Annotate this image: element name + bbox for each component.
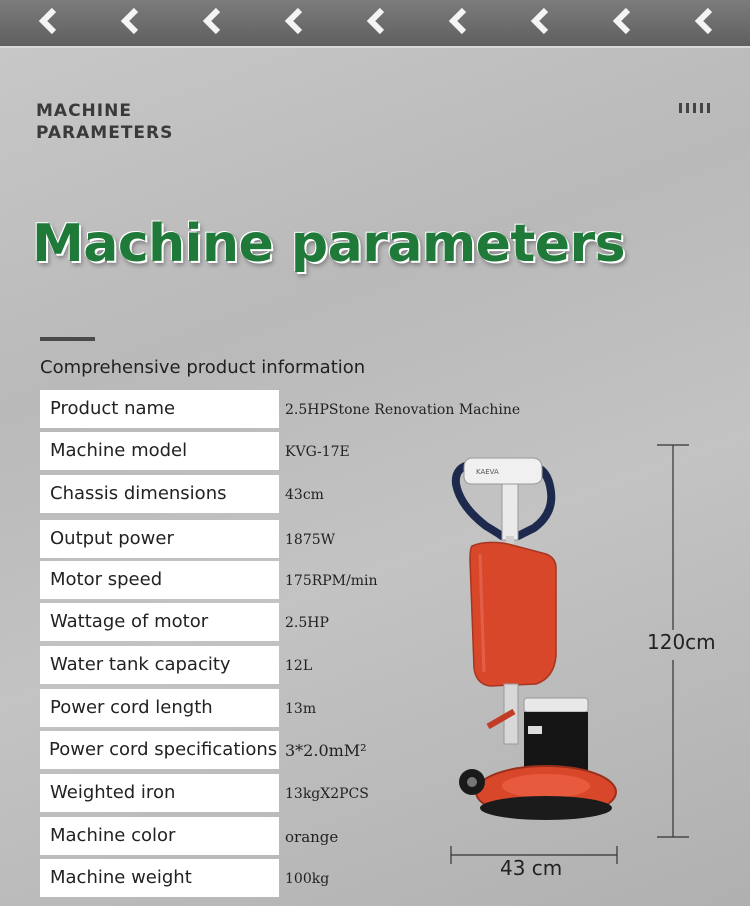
brand-mark: KAEVA <box>476 468 499 476</box>
param-value: 175RPM/min <box>285 573 378 589</box>
param-label: Weighted iron <box>40 774 279 812</box>
param-value: 13m <box>285 701 317 717</box>
param-value: 43cm <box>285 487 324 503</box>
chevron-left-icon <box>32 6 66 40</box>
param-value: 1875W <box>285 532 336 548</box>
width-label: 43 cm <box>500 856 563 880</box>
param-value: 3*2.0mM² <box>285 741 367 760</box>
section-subtitle <box>36 100 276 144</box>
param-value: 2.5HP <box>285 615 329 631</box>
chevron-left-icon <box>278 6 312 40</box>
page-title: Machine parameters <box>32 214 626 274</box>
chevron-left-icon <box>606 6 640 40</box>
chevron-left-icon <box>360 6 394 40</box>
param-label: Output power <box>40 520 279 558</box>
param-label: Motor speed <box>40 561 279 599</box>
param-label: Chassis dimensions <box>40 475 279 513</box>
height-label: 120cm <box>647 630 716 654</box>
param-label: Machine color <box>40 817 279 855</box>
param-label: Machine weight <box>40 859 279 897</box>
param-row <box>40 390 540 428</box>
top-banner <box>0 0 750 48</box>
subtitle-line-2: PARAMETERS <box>36 123 174 143</box>
chevron-left-icon <box>524 6 558 40</box>
section-label: Comprehensive product information <box>40 357 366 378</box>
chevron-left-icon <box>442 6 476 40</box>
param-value: 12L <box>285 658 313 674</box>
chevron-left-icon <box>114 6 148 40</box>
param-label: Power cord specifications <box>40 731 279 769</box>
chevron-left-icon <box>196 6 230 40</box>
param-label: Product name <box>40 390 279 428</box>
param-label: Machine model <box>40 432 279 470</box>
param-label: Water tank capacity <box>40 646 279 684</box>
subtitle-line-1: MACHINE <box>36 101 132 121</box>
chevron-left-icon <box>688 6 722 40</box>
param-value: 2.5HPStone Renovation Machine <box>285 402 521 418</box>
divider-dash <box>40 337 95 341</box>
param-label: Power cord length <box>40 689 279 727</box>
param-value: 13kgX2PCS <box>285 786 369 802</box>
param-label: Wattage of motor <box>40 603 279 641</box>
param-value: orange <box>285 828 339 846</box>
param-value: KVG-17E <box>285 444 350 460</box>
param-value: 100kg <box>285 871 330 887</box>
floor-machine-image <box>446 436 626 836</box>
vertical-bars-icon <box>679 103 715 113</box>
